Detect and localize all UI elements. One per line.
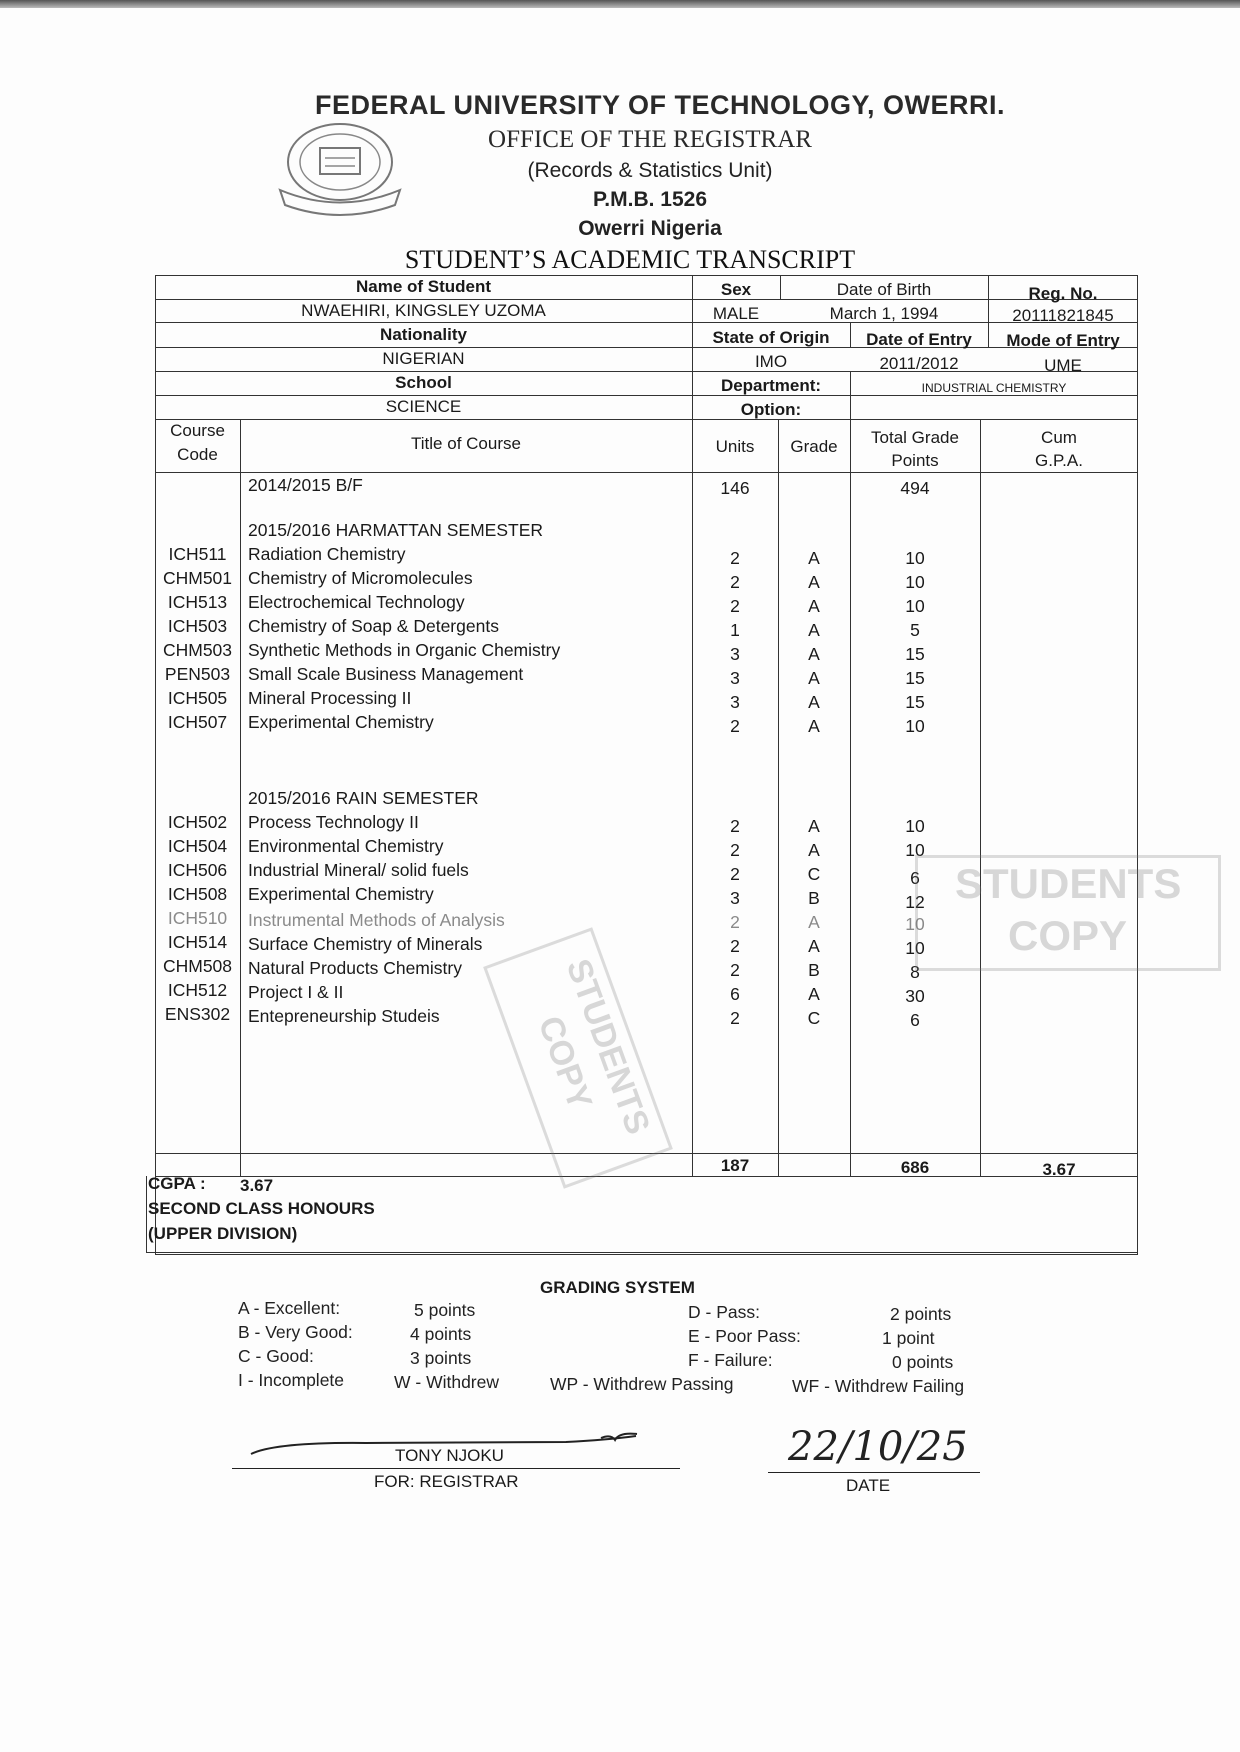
- course-grade: A: [808, 840, 820, 860]
- course-points: 30: [905, 986, 925, 1006]
- office-title: OFFICE OF THE REGISTRAR: [488, 126, 812, 153]
- course-units: 3: [730, 668, 740, 688]
- course-code: ICH511: [168, 544, 227, 564]
- date-line: [768, 1472, 980, 1473]
- students-copy-stamp-faded: STUDENTS COPY: [483, 927, 673, 1188]
- svg-text:22/10/25: 22/10/25: [788, 1424, 968, 1470]
- course-points: 6: [910, 868, 920, 888]
- class-of-degree: SECOND CLASS HONOURS: [148, 1199, 375, 1218]
- student-date-of-birth: March 1, 1994: [829, 304, 939, 323]
- label-cum: Cum: [1041, 428, 1077, 447]
- label-option: Option:: [740, 400, 802, 419]
- label-sex: Sex: [720, 280, 752, 299]
- course-title: Radiation Chemistry: [248, 544, 406, 564]
- course-title: Environmental Chemistry: [248, 836, 444, 856]
- students-copy-stamp: STUDENTS COPY: [915, 855, 1221, 971]
- course-code: PEN503: [164, 664, 231, 684]
- course-code: ICH513: [167, 592, 228, 612]
- course-code: ICH507: [167, 712, 228, 732]
- course-code: ICH512: [167, 980, 228, 1000]
- course-units: 1: [730, 620, 740, 640]
- signature-line: [232, 1468, 680, 1469]
- course-units: 3: [730, 888, 740, 908]
- label-school: School: [395, 373, 452, 392]
- label-date-of-birth: Date of Birth: [836, 280, 932, 299]
- course-code: ICH514: [167, 932, 228, 952]
- label-mode-of-entry: Mode of Entry: [1006, 331, 1120, 350]
- label-nationality: Nationality: [380, 325, 467, 344]
- course-code: ENS302: [164, 1004, 231, 1024]
- course-grade: C: [807, 1008, 821, 1028]
- document-title: STUDENT’S ACADEMIC TRANSCRIPT: [404, 245, 856, 274]
- course-grade: B: [808, 888, 820, 908]
- grade-e-points: 1 point: [882, 1328, 935, 1348]
- signatory-role: FOR: REGISTRAR: [374, 1472, 519, 1491]
- course-points: 10: [905, 914, 925, 934]
- student-date-of-entry: 2011/2012: [879, 354, 959, 373]
- course-units: 3: [730, 644, 740, 664]
- course-title: Experimental Chemistry: [248, 712, 434, 732]
- grade-d-points: 2 points: [890, 1304, 952, 1324]
- course-title: Mineral Processing II: [248, 688, 412, 708]
- course-points: 10: [905, 548, 925, 568]
- grade-b-label: B - Very Good:: [238, 1322, 353, 1342]
- date-label: DATE: [846, 1476, 891, 1495]
- grade-d-label: D - Pass:: [688, 1302, 760, 1322]
- course-code: CHM508: [162, 956, 233, 976]
- course-grade: A: [808, 644, 820, 664]
- label-title-of-course: Title of Course: [411, 434, 521, 453]
- course-code: ICH505: [167, 688, 228, 708]
- course-code: ICH504: [167, 836, 228, 856]
- course-title: Electrochemical Technology: [248, 592, 465, 612]
- grade-a-label: A - Excellent:: [238, 1298, 341, 1318]
- label-cum-gpa: G.P.A.: [1035, 451, 1083, 470]
- label-date-of-entry: Date of Entry: [866, 330, 972, 349]
- course-points: 6: [910, 1010, 920, 1030]
- city: Owerri Nigeria: [578, 217, 722, 240]
- course-title: Chemistry of Micromolecules: [248, 568, 473, 588]
- code-withdrew: W - Withdrew: [394, 1372, 499, 1392]
- course-title: Small Scale Business Management: [248, 664, 524, 684]
- course-grade: A: [808, 620, 820, 640]
- course-points: 15: [905, 692, 925, 712]
- course-grade: A: [808, 692, 820, 712]
- cgpa-label: CGPA :: [148, 1174, 206, 1193]
- course-units: 2: [730, 864, 740, 884]
- course-units: 2: [730, 936, 740, 956]
- course-points: 15: [905, 644, 925, 664]
- course-points: 10: [905, 938, 925, 958]
- course-points: 10: [905, 596, 925, 616]
- course-grade: A: [808, 668, 820, 688]
- course-grade: A: [808, 548, 820, 568]
- course-units: 2: [730, 572, 740, 592]
- label-code: Code: [177, 445, 218, 464]
- label-units: Units: [715, 437, 755, 456]
- semester-title: 2015/2016 RAIN SEMESTER: [248, 788, 479, 808]
- student-state-of-origin: IMO: [754, 352, 788, 371]
- course-grade: C: [807, 864, 821, 884]
- course-points: 10: [905, 816, 925, 836]
- course-units: 2: [730, 912, 740, 932]
- grading-system-title: GRADING SYSTEM: [540, 1278, 695, 1297]
- course-grade: B: [808, 960, 820, 980]
- code-incomplete: I - Incomplete: [238, 1370, 345, 1390]
- grade-c-points: 3 points: [410, 1348, 472, 1368]
- total-units: 187: [720, 1156, 750, 1175]
- course-points: 8: [910, 962, 920, 982]
- cumulative-gpa: 3.67: [1042, 1160, 1076, 1179]
- course-title: Natural Products Chemistry: [248, 958, 462, 978]
- course-grade: A: [808, 716, 820, 736]
- label-points: Points: [891, 451, 939, 470]
- course-title: Industrial Mineral/ solid fuels: [248, 860, 469, 880]
- student-department: INDUSTRIAL CHEMISTRY: [921, 381, 1067, 395]
- label-grade: Grade: [790, 437, 838, 456]
- course-title: Surface Chemistry of Minerals: [248, 934, 483, 954]
- label-name-of-student: Name of Student: [355, 277, 492, 296]
- scan-top-edge: [0, 0, 1240, 8]
- brought-forward-points: 494: [900, 478, 930, 498]
- postal-box: P.M.B. 1526: [592, 188, 707, 211]
- brought-forward-label: 2014/2015 B/F: [248, 475, 363, 495]
- course-units: 2: [730, 816, 740, 836]
- course-units: 2: [730, 596, 740, 616]
- grade-f-label: F - Failure:: [688, 1350, 773, 1370]
- course-code: ICH508: [167, 884, 228, 904]
- label-course: Course: [170, 421, 225, 440]
- code-withdrew-passing: WP - Withdrew Passing: [550, 1374, 734, 1394]
- grade-e-label: E - Poor Pass:: [688, 1326, 801, 1346]
- label-reg-no: Reg. No.: [1028, 284, 1098, 303]
- course-grade: A: [808, 936, 820, 956]
- course-grade: A: [808, 572, 820, 592]
- course-points: 10: [905, 572, 925, 592]
- label-department: Department:: [720, 376, 822, 395]
- course-code: CHM503: [162, 640, 233, 660]
- course-title: Synthetic Methods in Organic Chemistry: [248, 640, 561, 660]
- unit-title: (Records & Statistics Unit): [527, 159, 773, 182]
- code-withdrew-failing: WF - Withdrew Failing: [792, 1376, 965, 1396]
- cgpa-value: 3.67: [240, 1176, 274, 1195]
- course-units: 2: [730, 716, 740, 736]
- course-code: CHM501: [162, 568, 233, 588]
- university-name: FEDERAL UNIVERSITY OF TECHNOLOGY, OWERRI.: [314, 90, 1006, 120]
- course-units: 3: [730, 692, 740, 712]
- student-reg-no: 20111821845: [1012, 306, 1114, 325]
- course-grade: A: [808, 912, 820, 932]
- course-code: ICH503: [167, 616, 228, 636]
- course-code: ICH502: [167, 812, 228, 832]
- course-units: 2: [730, 840, 740, 860]
- course-points: 10: [905, 840, 925, 860]
- handwritten-date-signature: [780, 1418, 1060, 1474]
- course-title: Instrumental Methods of Analysis: [248, 910, 505, 930]
- student-school: SCIENCE: [385, 397, 462, 416]
- course-points: 5: [910, 620, 920, 640]
- student-name: NWAEHIRI, KINGSLEY UZOMA: [301, 301, 546, 320]
- course-title: Process Technology II: [248, 812, 419, 832]
- course-title: Experimental Chemistry: [248, 884, 434, 904]
- course-code: ICH510: [167, 908, 228, 928]
- semester-title: 2015/2016 HARMATTAN SEMESTER: [248, 520, 544, 540]
- course-points: 12: [905, 892, 925, 912]
- student-nationality: NIGERIAN: [382, 349, 465, 368]
- total-points: 686: [900, 1158, 930, 1177]
- course-title: Project I & II: [248, 982, 344, 1002]
- course-units: 2: [730, 1008, 740, 1028]
- signatory-name: TONY NJOKU: [395, 1446, 504, 1465]
- label-state-of-origin: State of Origin: [712, 328, 830, 347]
- student-sex: MALE: [712, 304, 760, 323]
- course-grade: A: [808, 984, 820, 1004]
- course-units: 2: [730, 960, 740, 980]
- course-title: Entepreneurship Studeis: [248, 1006, 440, 1026]
- grade-b-points: 4 points: [410, 1324, 472, 1344]
- grade-c-label: C - Good:: [238, 1346, 314, 1366]
- grade-a-points: 5 points: [414, 1300, 476, 1320]
- course-title: Chemistry of Soap & Detergents: [248, 616, 499, 636]
- course-units: 6: [730, 984, 740, 1004]
- grade-f-points: 0 points: [892, 1352, 954, 1372]
- course-points: 15: [905, 668, 925, 688]
- brought-forward-units: 146: [720, 478, 750, 498]
- course-grade: A: [808, 596, 820, 616]
- student-mode-of-entry: UME: [1044, 356, 1082, 375]
- course-points: 10: [905, 716, 925, 736]
- course-grade: A: [808, 816, 820, 836]
- class-of-degree-division: (UPPER DIVISION): [148, 1224, 298, 1243]
- label-total-grade: Total Grade: [871, 428, 959, 447]
- course-code: ICH506: [167, 860, 228, 880]
- course-units: 2: [730, 548, 740, 568]
